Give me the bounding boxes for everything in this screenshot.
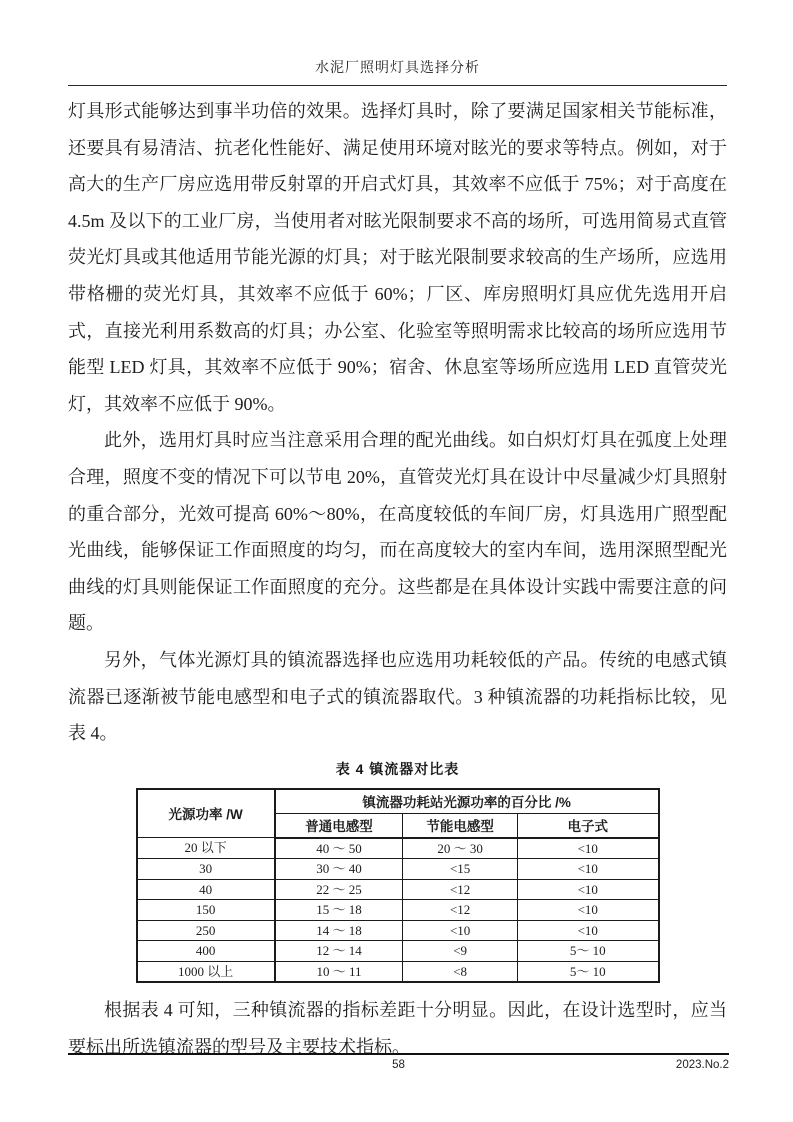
table-cell: <10 — [518, 920, 659, 941]
table-cell: <8 — [403, 961, 518, 982]
table-row — [137, 961, 659, 982]
paragraph-ballast-intro: 另外，气体光源灯具的镇流器选择也应选用功耗较低的产品。传统的电感式镇流器已逐渐被节能电感型和电子式的镇流器取代。3 种镇流器的功耗指标比较，见表 4。 — [68, 649, 727, 744]
table-cell: 5～ 10 — [518, 941, 659, 962]
issue-label: 2023.No.2 — [675, 1059, 729, 1071]
table-cell: 250 — [137, 920, 275, 941]
table-cell: 30 — [137, 859, 275, 880]
article-body — [68, 86, 727, 1065]
table-row — [137, 879, 659, 900]
page-number: 58 — [392, 1059, 405, 1071]
running-head-title: 水泥厂照明灯具选择分析 — [315, 61, 480, 76]
table-cell: 15 ～ 18 — [275, 900, 403, 921]
table-body — [137, 838, 659, 983]
column-header-energy-saving-inductive: 节能电感型 — [403, 813, 518, 838]
table-header-row-group — [137, 789, 659, 814]
table-row — [137, 941, 659, 962]
table-cell: <9 — [403, 941, 518, 962]
table-cell: <10 — [518, 838, 659, 859]
column-group-header-percentage: 镇流器功耗站光源功率的百分比 /% — [275, 789, 659, 814]
table-cell: 14 ～ 18 — [275, 920, 403, 941]
paragraph-fixture-selection: 灯具形式能够达到事半功倍的效果。选择灯具时，除了要满足国家相关节能标准，还要具有易清洁、抗老化性能好、满足使用环境对眩光的要求等特点。例如，对于高大的生产厂房应选用带反射罩的开启式灯具，其效率不应低于 75%；对于高度在 4.5m 及以下的工业厂房，当使用者对眩光限制要求不高的场所，可选用简易式直管荧光灯具或其他适用节能光源的灯具；对于眩光限制要求较高的生产场所，应选用带格栅的荧光灯具，其效率不应低于 60%；厂区、库房照明灯具应优先选用开启式，直接光利用系数高的灯具；办公室、化验室等照明需求比较高的场所应选用节能型 LED 灯具，其效率不应低于 90%；宿舍、休息室等场所应选用 LED 直管荧光灯，其效率不应低于 90%。 — [68, 101, 727, 414]
table-caption: 表 4 镇流器对比表 — [335, 760, 460, 777]
table-cell: 1000 以上 — [137, 961, 275, 982]
table-row — [137, 900, 659, 921]
column-header-ordinary-inductive: 普通电感型 — [275, 813, 403, 838]
table-cell: 12 ～ 14 — [275, 941, 403, 962]
table-header — [137, 789, 659, 838]
table-cell: <15 — [403, 859, 518, 880]
page-footer — [68, 1053, 729, 1071]
table-cell: 5～ 10 — [518, 961, 659, 982]
table-cell: 400 — [137, 941, 275, 962]
table-cell: 20 以下 — [137, 838, 275, 859]
table-cell: <10 — [403, 920, 518, 941]
table-cell: <12 — [403, 879, 518, 900]
table-cell: <10 — [518, 859, 659, 880]
table-cell: <10 — [518, 879, 659, 900]
table-cell: 22 ～ 25 — [275, 879, 403, 900]
table-row — [137, 920, 659, 941]
column-header-source-power: 光源功率 /W — [137, 789, 275, 838]
table-cell: 20 ～ 30 — [403, 838, 518, 859]
table-cell: <10 — [518, 900, 659, 921]
ballast-comparison-table — [136, 788, 660, 984]
column-header-electronic: 电子式 — [518, 813, 659, 838]
page-header — [68, 0, 727, 86]
table-cell: 150 — [137, 900, 275, 921]
table-cell: <12 — [403, 900, 518, 921]
table-cell: 10 ～ 11 — [275, 961, 403, 982]
table-row — [137, 838, 659, 859]
paragraph-light-distribution: 此外，选用灯具时应当注意采用合理的配光曲线。如白炽灯灯具在弧度上处理合理，照度不变的情况下可以节电 20%，直管荧光灯具在设计中尽量减少灯具照射的重合部分，光效可提高 60%～80%，在高度较低的车间厂房，灯具选用广照型配光曲线，能够保证工作面照度的均匀，而在高度较大的室内车间，选用深照型配光曲线的灯具则能保证工作面照度的充分。这些都是在具体设计实践中需要注意的问题。 — [68, 430, 727, 634]
table-cell: 40 — [137, 879, 275, 900]
table-row — [137, 859, 659, 880]
table-cell: 40 ～ 50 — [275, 838, 403, 859]
table-cell: 30 ～ 40 — [275, 859, 403, 880]
paragraph-conclusion: 根据表 4 可知，三种镇流器的指标差距十分明显。因此，在设计选型时，应当要标出所选镇流器的型号及主要技术指标。 — [68, 1000, 727, 1057]
